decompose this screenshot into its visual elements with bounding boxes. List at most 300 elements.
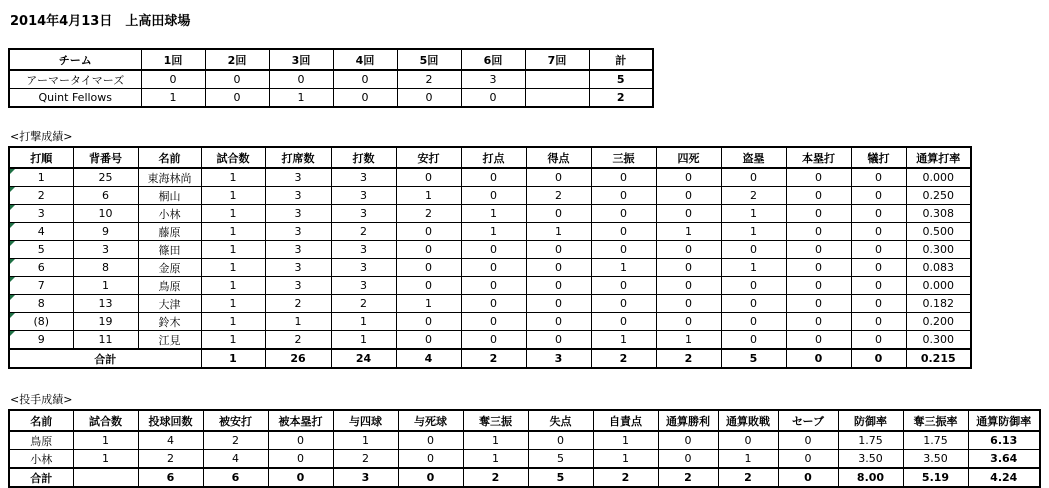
- table-cell: 0: [656, 241, 721, 259]
- column-header: 背番号: [73, 147, 138, 168]
- table-cell: 2: [656, 349, 721, 368]
- page-title: 2014年4月13日 上高田球場: [10, 14, 191, 29]
- table-cell: Quint Fellows: [9, 89, 141, 108]
- table-cell: 0: [851, 349, 906, 368]
- table-cell: 桐山: [138, 187, 201, 205]
- table-cell: 1: [201, 349, 265, 368]
- table-cell: 0: [591, 168, 656, 187]
- table-cell: 1: [656, 331, 721, 350]
- table-cell: 0: [461, 259, 526, 277]
- table-cell: 0: [396, 241, 461, 259]
- table-cell: 0: [786, 187, 851, 205]
- table-cell: 13: [73, 295, 138, 313]
- table-cell: 1: [463, 450, 528, 469]
- table-cell: 8.00: [838, 468, 903, 487]
- pitching-body: [9, 431, 1040, 487]
- table-cell: 3: [331, 168, 396, 187]
- column-header: 名前: [9, 410, 73, 431]
- table-cell: 0: [786, 295, 851, 313]
- table-cell: 0: [461, 187, 526, 205]
- table-cell: 3.50: [903, 450, 968, 469]
- table-cell: 0: [721, 168, 786, 187]
- table-cell: 1: [201, 241, 265, 259]
- table-cell: 0: [396, 168, 461, 187]
- table-cell: 4: [396, 349, 461, 368]
- table-cell: 0: [718, 431, 778, 450]
- table-cell: 0: [526, 205, 591, 223]
- table-cell: 3: [526, 349, 591, 368]
- table-cell: 0: [721, 331, 786, 350]
- table-cell: 小林: [9, 450, 73, 469]
- table-cell: 1: [269, 89, 333, 108]
- column-header: 与死球: [398, 410, 463, 431]
- column-header: 試合数: [201, 147, 265, 168]
- table-row: [9, 241, 971, 259]
- table-cell: 2: [396, 205, 461, 223]
- table-cell: 3: [265, 187, 331, 205]
- table-cell: [525, 89, 589, 108]
- table-row: [9, 70, 653, 89]
- table-cell: 1: [331, 331, 396, 350]
- table-cell: 0: [461, 277, 526, 295]
- table-cell: 2: [9, 187, 73, 205]
- table-cell: 0: [205, 89, 269, 108]
- scoreboard-body: [9, 70, 653, 107]
- table-cell: 0: [851, 241, 906, 259]
- table-cell: 0: [656, 295, 721, 313]
- table-cell: 11: [73, 331, 138, 350]
- table-cell: 0: [786, 168, 851, 187]
- table-cell: 1: [526, 223, 591, 241]
- table-cell: 東海林尚: [138, 168, 201, 187]
- table-cell: 0: [786, 277, 851, 295]
- table-cell: 2: [138, 450, 203, 469]
- table-cell: 0: [851, 277, 906, 295]
- table-cell: 1: [593, 450, 658, 469]
- table-row: [9, 259, 971, 277]
- table-cell: 0: [268, 450, 333, 469]
- column-header: 7回: [525, 49, 589, 70]
- table-cell: 0: [721, 241, 786, 259]
- total-row: [9, 349, 971, 368]
- table-cell: 1: [9, 168, 73, 187]
- table-cell: 2: [658, 468, 718, 487]
- table-cell: 3: [331, 277, 396, 295]
- table-cell: 0: [461, 241, 526, 259]
- column-header: 通算打率: [906, 147, 971, 168]
- table-cell: 0.215: [906, 349, 971, 368]
- table-cell: 0: [786, 259, 851, 277]
- table-cell: 1: [201, 168, 265, 187]
- table-cell: 2: [461, 349, 526, 368]
- table-cell: 0: [461, 313, 526, 331]
- table-cell: 0.300: [906, 241, 971, 259]
- column-header: 1回: [141, 49, 205, 70]
- table-cell: 1: [396, 187, 461, 205]
- batting-body: [9, 168, 971, 368]
- table-cell: 25: [73, 168, 138, 187]
- table-cell: 0: [851, 223, 906, 241]
- table-cell: 0: [461, 168, 526, 187]
- table-cell: 0: [396, 223, 461, 241]
- table-cell: 1: [591, 331, 656, 350]
- table-cell: 2: [265, 295, 331, 313]
- table-row: [9, 450, 1040, 469]
- table-cell: 江見: [138, 331, 201, 350]
- table-cell: 0: [526, 241, 591, 259]
- table-cell: 1: [656, 223, 721, 241]
- table-cell: 2: [593, 468, 658, 487]
- table-cell: 2: [721, 187, 786, 205]
- table-cell: 1: [201, 331, 265, 350]
- table-row: [9, 331, 971, 350]
- table-cell: 2: [331, 223, 396, 241]
- table-cell: 0: [851, 313, 906, 331]
- column-header: 5回: [397, 49, 461, 70]
- table-cell: 0: [268, 431, 333, 450]
- table-cell: 1: [201, 223, 265, 241]
- table-cell: 0: [778, 450, 838, 469]
- column-header: 2回: [205, 49, 269, 70]
- table-cell: 0: [786, 349, 851, 368]
- table-cell: アーマータイマーズ: [9, 70, 141, 89]
- column-header: 奪三振: [463, 410, 528, 431]
- table-cell: 5: [721, 349, 786, 368]
- table-cell: 2: [333, 450, 398, 469]
- table-cell: 1: [141, 89, 205, 108]
- table-cell: 0: [591, 187, 656, 205]
- table-cell: 3: [331, 259, 396, 277]
- table-cell: 1: [396, 295, 461, 313]
- table-cell: 0.000: [906, 277, 971, 295]
- table-cell: 0: [397, 89, 461, 108]
- table-cell: 3.64: [968, 450, 1040, 469]
- table-cell: 鳥原: [9, 431, 73, 450]
- table-row: [9, 168, 971, 187]
- table-cell: 0: [591, 295, 656, 313]
- table-cell: 0: [591, 277, 656, 295]
- table-cell: 篠田: [138, 241, 201, 259]
- table-cell: 0: [591, 223, 656, 241]
- table-row: [9, 431, 1040, 450]
- table-cell: 5: [589, 70, 653, 89]
- table-cell: 0: [786, 331, 851, 350]
- table-cell: 0: [851, 295, 906, 313]
- column-header: 通算敗戦: [718, 410, 778, 431]
- spacer: [8, 369, 1049, 391]
- table-cell: 1: [201, 313, 265, 331]
- column-header: 通算防御率: [968, 410, 1040, 431]
- table-cell: 0: [786, 205, 851, 223]
- table-cell: 0: [778, 468, 838, 487]
- column-header: 防御率: [838, 410, 903, 431]
- column-header: 自責点: [593, 410, 658, 431]
- column-header: 三振: [591, 147, 656, 168]
- table-cell: 1.75: [903, 431, 968, 450]
- table-cell: 8: [9, 295, 73, 313]
- table-cell: 0: [786, 241, 851, 259]
- table-cell: 小林: [138, 205, 201, 223]
- table-cell: 金原: [138, 259, 201, 277]
- table-cell: 1: [721, 205, 786, 223]
- column-header: セーブ: [778, 410, 838, 431]
- pitching-header-row: [9, 410, 1040, 431]
- table-cell: 5: [528, 468, 593, 487]
- table-cell: 0: [721, 313, 786, 331]
- table-cell: 1: [73, 431, 138, 450]
- table-cell: 0: [398, 431, 463, 450]
- scoreboard-table: [8, 48, 654, 108]
- table-cell: 藤原: [138, 223, 201, 241]
- table-cell: 1.75: [838, 431, 903, 450]
- table-cell: 3: [9, 205, 73, 223]
- table-cell: 0: [656, 259, 721, 277]
- table-cell: 1: [721, 259, 786, 277]
- table-cell: 0: [269, 70, 333, 89]
- table-cell: 0.000: [906, 168, 971, 187]
- table-cell: 0: [851, 168, 906, 187]
- table-cell: 0: [333, 89, 397, 108]
- column-header: 被本塁打: [268, 410, 333, 431]
- column-header: 打数: [331, 147, 396, 168]
- table-row: [9, 277, 971, 295]
- table-cell: 2: [718, 468, 778, 487]
- table-cell: 3: [331, 241, 396, 259]
- table-cell: 0: [656, 313, 721, 331]
- table-row: [9, 89, 653, 108]
- table-cell: 0: [591, 313, 656, 331]
- column-header: 通算勝利: [658, 410, 718, 431]
- table-cell: [525, 70, 589, 89]
- column-header: 奪三振率: [903, 410, 968, 431]
- table-cell: 1: [461, 223, 526, 241]
- table-cell: 0: [658, 450, 718, 469]
- table-cell: 1: [463, 431, 528, 450]
- table-cell: 2: [331, 295, 396, 313]
- table-cell: 0.083: [906, 259, 971, 277]
- table-cell: 0: [526, 295, 591, 313]
- table-cell: 3.50: [838, 450, 903, 469]
- table-cell: 3: [265, 223, 331, 241]
- table-cell: 3: [265, 241, 331, 259]
- table-cell: 19: [73, 313, 138, 331]
- table-cell: 5: [528, 450, 593, 469]
- table-cell: 1: [718, 450, 778, 469]
- table-row: [9, 295, 971, 313]
- table-cell: 0.200: [906, 313, 971, 331]
- table-cell: 26: [265, 349, 331, 368]
- table-cell: 3: [461, 70, 525, 89]
- table-cell: 鳥原: [138, 277, 201, 295]
- column-header: 名前: [138, 147, 201, 168]
- table-cell: [73, 468, 138, 487]
- table-cell: 10: [73, 205, 138, 223]
- table-cell: 3: [265, 168, 331, 187]
- table-cell: 1: [721, 223, 786, 241]
- table-cell: 9: [73, 223, 138, 241]
- table-cell: 0: [461, 89, 525, 108]
- table-cell: 1: [73, 450, 138, 469]
- table-cell: 0: [396, 277, 461, 295]
- table-cell: 1: [201, 187, 265, 205]
- table-cell: (8): [9, 313, 73, 331]
- table-cell: 0: [591, 205, 656, 223]
- table-cell: 6: [203, 468, 268, 487]
- table-cell: 4: [203, 450, 268, 469]
- table-row: [9, 187, 971, 205]
- table-cell: 合計: [9, 468, 73, 487]
- batting-table: [8, 146, 972, 369]
- table-cell: 0: [656, 205, 721, 223]
- table-cell: 0: [656, 277, 721, 295]
- table-cell: 0: [461, 295, 526, 313]
- table-row: [9, 223, 971, 241]
- table-cell: 1: [73, 277, 138, 295]
- table-cell: 0: [786, 223, 851, 241]
- table-cell: 0.308: [906, 205, 971, 223]
- table-cell: 0: [851, 331, 906, 350]
- table-cell: 4: [138, 431, 203, 450]
- table-cell: 4.24: [968, 468, 1040, 487]
- table-cell: 1: [593, 431, 658, 450]
- table-cell: 0.500: [906, 223, 971, 241]
- column-header: 犠打: [851, 147, 906, 168]
- table-cell: 6: [138, 468, 203, 487]
- table-cell: 1: [265, 313, 331, 331]
- column-header: 安打: [396, 147, 461, 168]
- table-cell: 2: [265, 331, 331, 350]
- table-row: [9, 313, 971, 331]
- table-cell: 1: [201, 277, 265, 295]
- table-cell: 0: [591, 241, 656, 259]
- column-header: 投球回数: [138, 410, 203, 431]
- table-cell: 0: [396, 259, 461, 277]
- column-header: 3回: [269, 49, 333, 70]
- table-cell: 0: [721, 277, 786, 295]
- table-cell: 3: [331, 205, 396, 223]
- column-header: 4回: [333, 49, 397, 70]
- column-header: 打席数: [265, 147, 331, 168]
- column-header: 得点: [526, 147, 591, 168]
- table-cell: 6: [73, 187, 138, 205]
- table-cell: 24: [331, 349, 396, 368]
- table-cell: 0: [528, 431, 593, 450]
- table-cell: 0: [141, 70, 205, 89]
- table-cell: 2: [203, 431, 268, 450]
- column-header: 打点: [461, 147, 526, 168]
- table-cell: 1: [201, 259, 265, 277]
- table-cell: 0: [396, 331, 461, 350]
- scoreboard-header-row: [9, 49, 653, 70]
- column-header: 打順: [9, 147, 73, 168]
- table-cell: 7: [9, 277, 73, 295]
- table-cell: 1: [331, 313, 396, 331]
- table-cell: 1: [201, 295, 265, 313]
- table-cell: 0: [656, 187, 721, 205]
- table-cell: 3: [333, 468, 398, 487]
- table-cell: 0: [461, 331, 526, 350]
- batting-section-label: <打撃成績>: [10, 130, 73, 143]
- table-cell: 0.250: [906, 187, 971, 205]
- table-cell: 3: [73, 241, 138, 259]
- table-cell: 0: [396, 313, 461, 331]
- table-cell: 3: [265, 205, 331, 223]
- table-cell: 0.300: [906, 331, 971, 350]
- total-row: [9, 468, 1040, 487]
- table-cell: 5.19: [903, 468, 968, 487]
- table-cell: 0: [526, 277, 591, 295]
- table-cell: 9: [9, 331, 73, 350]
- column-header: 与四球: [333, 410, 398, 431]
- table-cell: 0: [268, 468, 333, 487]
- table-cell: 0: [778, 431, 838, 450]
- table-cell: 0: [786, 313, 851, 331]
- table-cell: 合計: [9, 349, 201, 368]
- pitching-table: [8, 409, 1041, 488]
- table-cell: 大津: [138, 295, 201, 313]
- column-header: 四死: [656, 147, 721, 168]
- pitching-section-label: <投手成績>: [10, 393, 73, 406]
- table-cell: 0: [398, 450, 463, 469]
- table-cell: 0: [851, 187, 906, 205]
- table-cell: 0: [526, 259, 591, 277]
- table-cell: 4: [9, 223, 73, 241]
- spacer: [8, 29, 1049, 48]
- table-cell: 2: [463, 468, 528, 487]
- table-cell: 0: [205, 70, 269, 89]
- table-cell: 0: [398, 468, 463, 487]
- table-cell: 3: [331, 187, 396, 205]
- table-cell: 5: [9, 241, 73, 259]
- column-header: 試合数: [73, 410, 138, 431]
- table-cell: 0: [526, 331, 591, 350]
- table-cell: 3: [265, 259, 331, 277]
- table-cell: 0: [851, 205, 906, 223]
- column-header: 被安打: [203, 410, 268, 431]
- table-cell: 1: [591, 259, 656, 277]
- column-header: チーム: [9, 49, 141, 70]
- table-cell: 6: [9, 259, 73, 277]
- table-cell: 2: [397, 70, 461, 89]
- table-cell: 0: [658, 431, 718, 450]
- column-header: 計: [589, 49, 653, 70]
- table-cell: 1: [461, 205, 526, 223]
- table-cell: 8: [73, 259, 138, 277]
- table-cell: 鈴木: [138, 313, 201, 331]
- column-header: 失点: [528, 410, 593, 431]
- table-cell: 0.182: [906, 295, 971, 313]
- table-row: [9, 205, 971, 223]
- table-cell: 1: [333, 431, 398, 450]
- table-cell: 2: [589, 89, 653, 108]
- table-cell: 6.13: [968, 431, 1040, 450]
- table-cell: 0: [526, 313, 591, 331]
- table-cell: 0: [333, 70, 397, 89]
- table-cell: 1: [201, 205, 265, 223]
- column-header: 本塁打: [786, 147, 851, 168]
- table-cell: 2: [591, 349, 656, 368]
- table-cell: 2: [526, 187, 591, 205]
- table-cell: 0: [721, 295, 786, 313]
- column-header: 6回: [461, 49, 525, 70]
- table-cell: 0: [526, 168, 591, 187]
- batting-header-row: [9, 147, 971, 168]
- spacer: [8, 108, 1049, 128]
- column-header: 盗塁: [721, 147, 786, 168]
- table-cell: 3: [265, 277, 331, 295]
- table-cell: 0: [656, 168, 721, 187]
- table-cell: 0: [851, 259, 906, 277]
